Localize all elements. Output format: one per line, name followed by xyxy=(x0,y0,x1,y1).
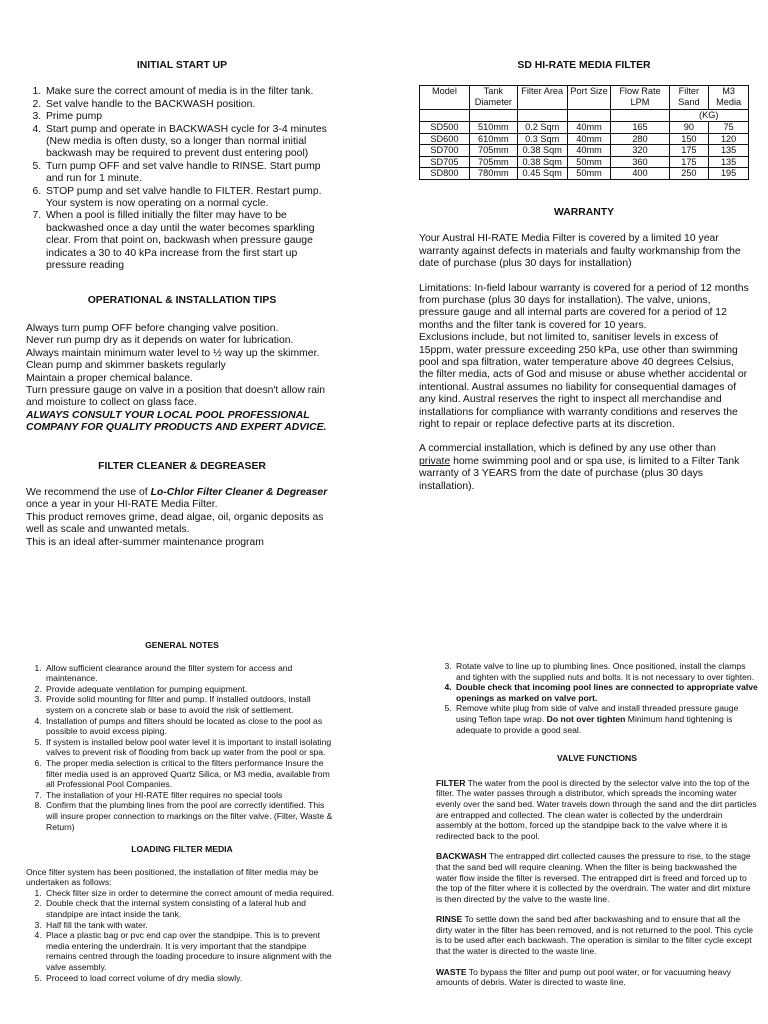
tip-line: Clean pump and skimmer baskets regularly xyxy=(26,360,226,372)
list-item: 2. Provide adequate ventilation for pumping equipment. xyxy=(44,684,338,695)
list-item: 4. Installation of pumps and filters should be located as close to the pool as possible to avoid excess piping. xyxy=(44,716,338,737)
backwash-label: BACKWASH xyxy=(436,851,487,862)
table-cell: 0.45 Sqm xyxy=(517,168,567,180)
initial-start-up-heading: INITIAL START UP xyxy=(136,60,228,71)
filter-text: The water from the pool is directed by the selector valve into the top of the filter. The water passes through a distributor, which spreads the incoming water evenly over the sand bed. Water travels down through the sand and the dirt particles are entrapped and collected. The clean water is collected by the underdrain assembly at the bottom, forced up the standpipe back to the valve where it is redirected back to the pool. xyxy=(436,777,757,841)
list-item: 2. Double check that the internal system consisting of a lateral hub and standpipe are intact inside the tank. xyxy=(44,898,338,919)
empty-cell xyxy=(517,110,567,122)
tip-line: Turn pressure gauge on valve in a position that doesn't allow rain and moisture to collect on glass face. xyxy=(26,384,326,409)
table-cell: 175 xyxy=(669,156,709,168)
item5-start: Remove white plug from side of valve and install threaded pressure gauge using Teflon tape wrap. xyxy=(456,703,739,724)
warranty-paragraph-3: Exclusions include, but not limited to, sanitiser levels in excess of 15ppm, water pressure exceeding 250 kPa, use other than swimming pool and spa filtration, water temperature above 40 degrees Celsius, the filter media, acts of God and misuse or abuse whether accidental or intentional. Austral assumes no liability for consequential damages of any kind. Austral reserves the right to inspect all merchandise and installations for compliance with warranty conditions and reserves the right to repair or replace defective parts at its discretion. xyxy=(419,332,748,431)
media-filter-heading: SD HI-RATE MEDIA FILTER xyxy=(517,60,651,71)
column-header: Filter Sand xyxy=(669,86,709,110)
list-item: 7. The installation of your HI-RATE filter requires no special tools xyxy=(44,790,338,801)
table-cell: 0.38 Sqm xyxy=(517,156,567,168)
table-row xyxy=(420,168,749,180)
column-header: M3 Media xyxy=(709,86,749,110)
table-cell: 150 xyxy=(669,133,709,145)
warranty-heading: WARRANTY xyxy=(553,206,615,218)
table-cell: 705mm xyxy=(469,156,517,168)
list-item: 2. Set valve handle to the BACKWASH position. xyxy=(44,99,338,111)
empty-cell xyxy=(611,110,669,122)
cleaner-heading: FILTER CLEANER & DEGREASER xyxy=(98,460,266,472)
table-cell: 75 xyxy=(709,122,749,134)
table-cell: 50mm xyxy=(567,156,611,168)
cleaner-line-2: This product removes grime, dead algae, oil, organic deposits as well as scale and unwanted metals. xyxy=(26,511,324,536)
waste-text: To bypass the filter and pump out pool water, or for vacuuming heavy amounts of debris. Water is directed to waste line. xyxy=(436,966,732,988)
item5-bold: Do not over tighten xyxy=(546,713,626,724)
tip-line: Always turn pump OFF before changing valve position. xyxy=(26,322,279,334)
cleaner-body xyxy=(26,487,338,549)
table-header-row xyxy=(420,86,749,110)
rinse-function xyxy=(436,914,758,956)
unit-row xyxy=(420,110,749,122)
tip-line: Never run pump dry as it depends on water for lubrication. xyxy=(26,335,294,347)
tip-line: Always maintain minimum water level to ½ way up the skimmer. xyxy=(26,347,320,359)
table-cell: 510mm xyxy=(469,122,517,134)
list-item: 5. Turn pump OFF and set valve handle to RINSE. Start pump and run for 1 minute. xyxy=(44,161,338,186)
waste-label: WASTE xyxy=(436,966,467,977)
list-item: 1. Check filter size in order to determine the correct amount of media required. xyxy=(44,888,338,899)
table-cell: 90 xyxy=(669,122,709,134)
table-cell: SD800 xyxy=(420,168,470,180)
warranty-p4-start: A commercial installation, which is defined by any use other than xyxy=(419,443,716,455)
valve-functions-body xyxy=(436,778,758,988)
table-cell: 610mm xyxy=(469,133,517,145)
cleaner-product-name: Lo-Chlor Filter Cleaner & Degreaser xyxy=(150,486,328,498)
list-item: 6. STOP pump and set valve handle to FILTER. Restart pump. Your system is now operating on a normal cycle. xyxy=(44,186,338,211)
table-cell: 50mm xyxy=(567,168,611,180)
table-cell: 135 xyxy=(709,156,749,168)
column-header: Model xyxy=(420,86,470,110)
table-cell: SD500 xyxy=(420,122,470,134)
table-cell: 0.2 Sqm xyxy=(517,122,567,134)
table-row xyxy=(420,156,749,168)
backwash-function xyxy=(436,851,758,904)
list-item: 6. The proper media selection is critical to the filters performance Insure the filter media used is an approved Quartz Silica, or M3 media, available from all Professional Pool Companies. xyxy=(44,758,338,790)
tip-line: Maintain a proper chemical balance. xyxy=(26,372,193,384)
general-notes-list xyxy=(26,663,338,833)
column-header: Filter Area xyxy=(517,86,567,110)
tips-heading: OPERATIONAL & INSTALLATION TIPS xyxy=(87,294,277,306)
list-item: 3. Provide solid mounting for filter and pump. If installed outdoors, install system on a concrete slab or base to avoid the risk of settlement. xyxy=(44,694,338,715)
cleaner-intro: We recommend the use of xyxy=(26,486,151,498)
list-item xyxy=(454,703,758,735)
table-cell: 40mm xyxy=(567,122,611,134)
cleaner-line-1-rest: once a year in your HI-RATE Media Filter. xyxy=(26,499,218,511)
left-column-top xyxy=(26,60,338,549)
filter-function xyxy=(436,778,758,842)
table-cell: 175 xyxy=(669,145,709,157)
table-cell: 165 xyxy=(611,122,669,134)
media-filter-table xyxy=(419,85,749,180)
column-header: Tank Diameter xyxy=(469,86,517,110)
table-cell: 250 xyxy=(669,168,709,180)
table-cell: 40mm xyxy=(567,145,611,157)
warranty-body xyxy=(419,233,749,493)
waste-function xyxy=(436,967,758,988)
list-item: 4. Double check that incoming pool lines are connected to appropriate valve openings as marked on valve port. xyxy=(454,682,758,703)
table-cell: 120 xyxy=(709,133,749,145)
column-header: Flow Rate LPM xyxy=(611,86,669,110)
table-cell: 780mm xyxy=(469,168,517,180)
tips-body xyxy=(26,323,338,435)
table-cell: 400 xyxy=(611,168,669,180)
list-item: 1. Allow sufficient clearance around the filter system for access and maintenance. xyxy=(44,663,338,684)
table-cell: 40mm xyxy=(567,133,611,145)
table-row xyxy=(420,133,749,145)
item5-end: Minimum hand tightening is adequate to provide a good seal. xyxy=(456,713,733,735)
table-cell: 360 xyxy=(611,156,669,168)
table-cell: 135 xyxy=(709,145,749,157)
table-cell: SD705 xyxy=(420,156,470,168)
rinse-label: RINSE xyxy=(436,914,463,925)
left-column-bottom xyxy=(26,640,338,983)
cleaner-line-3: This is an ideal after-summer maintenance program xyxy=(26,536,264,548)
initial-start-up-steps xyxy=(26,86,338,272)
column-header: Port Size xyxy=(567,86,611,110)
list-item: 1. Make sure the correct amount of media is in the filter tank. xyxy=(44,86,338,98)
tips-emphasis: ALWAYS CONSULT YOUR LOCAL POOL PROFESSIONAL COMPANY FOR QUALITY PRODUCTS AND EXPERT ADVICE. xyxy=(26,409,327,434)
table-row xyxy=(420,145,749,157)
filter-label: FILTER xyxy=(436,777,466,788)
table-cell: 320 xyxy=(611,145,669,157)
warranty-paragraph-1: Your Austral HI-RATE Media Filter is covered by a limited 10 year warranty against defects in materials and faulty workmanship from the date of purchase (plus 30 days for installation) xyxy=(419,233,741,270)
list-item: 3. Half fill the tank with water. xyxy=(44,920,338,931)
warranty-paragraph-4 xyxy=(419,443,749,493)
table-cell: SD700 xyxy=(420,145,470,157)
empty-cell xyxy=(567,110,611,122)
table-cell: 705mm xyxy=(469,145,517,157)
table-cell: 0.3 Sqm xyxy=(517,133,567,145)
valve-install-steps xyxy=(436,661,758,735)
right-column-top xyxy=(419,60,749,493)
loading-intro: Once filter system has been positioned, the installation of filter media may be undertaken as follows: xyxy=(26,866,319,888)
list-item: 4. Place a plastic bag or pvc end cap over the standpipe. This is to prevent media entering the underdrain. It is very important that the standpipe remains centred through the loading procedure to insure alignment with the valve assembly. xyxy=(44,930,338,972)
list-item: 5. Proceed to load correct volume of dry media slowly. xyxy=(44,973,338,984)
warranty-paragraph-2: Limitations: In-field labour warranty is covered for a period of 12 months from purchase (plus 30 days for installation). The valve, unions, pressure gauge and all internal parts are covered for a period of 12 months and the filter tank is covered for 10 years. xyxy=(419,282,749,331)
backwash-text: The entrapped dirt collected causes the pressure to rise, to the stage that the sand bed will require cleaning. When the filter is being backwashed the water flow inside the filter is reversed. The entrapped dirt is freed and forced up to the top of the filter where it is collected by the overdrain. The water and dirt mixture is then directed by the valve to the waste line. xyxy=(436,851,751,904)
rinse-text: To settle down the sand bed after backwashing and to ensure that all the dirty water in the filter has been removed, and is not returned to the pool. This cycle is to be used after each backwash. The operation is similar to the filter cycle except that the water is directed to the waste line. xyxy=(436,914,754,957)
loading-heading: LOADING FILTER MEDIA xyxy=(131,844,233,855)
empty-cell xyxy=(420,110,470,122)
table-cell: SD600 xyxy=(420,133,470,145)
table-cell: 280 xyxy=(611,133,669,145)
table-cell: 0.38 Sqm xyxy=(517,145,567,157)
warranty-p4-underlined: private xyxy=(419,455,451,467)
empty-cell xyxy=(469,110,517,122)
loading-steps xyxy=(26,888,338,983)
right-column-bottom xyxy=(436,661,758,988)
table-row xyxy=(420,122,749,134)
unit-label: (KG) xyxy=(669,110,748,122)
list-item: 4. Start pump and operate in BACKWASH cycle for 3-4 minutes (New media is often dusty, so a longer than normal initial backwash may be required to prevent dust entering pool) xyxy=(44,124,338,161)
list-item: 7. When a pool is filled initially the filter may have to be backwashed once a day until the water becomes sparkling clear. From that point on, backwash when pressure gauge indicates a 30 to 40 kPa increase from the first start up pressure reading xyxy=(44,210,338,272)
list-item: 3. Rotate valve to line up to plumbing lines. Once positioned, install the clamps and tighten with the supplied nuts and bolts. It is not necessary to over tighten. xyxy=(454,661,758,682)
warranty-p4-end: home swimming pool and or spa use, is limited to a Filter Tank warranty of 3 YEARS from the date of purchase (plus 30 days installation). xyxy=(419,455,740,492)
list-item: 8. Confirm that the plumbing lines from the pool are correctly identified. This will insure proper connection to markings on the filter valve. (Filter, Waste & Return) xyxy=(44,800,338,832)
list-item: 3. Prime pump xyxy=(44,111,338,123)
list-item: 5. If system is installed below pool water level it is important to install isolating valves to prevent risk of flooding from back up water from the pool or spa. xyxy=(44,737,338,758)
valve-functions-heading: VALVE FUNCTIONS xyxy=(557,753,637,764)
table-cell: 195 xyxy=(709,168,749,180)
general-notes-heading: GENERAL NOTES xyxy=(145,640,219,650)
cleaner-line-1 xyxy=(26,487,338,499)
